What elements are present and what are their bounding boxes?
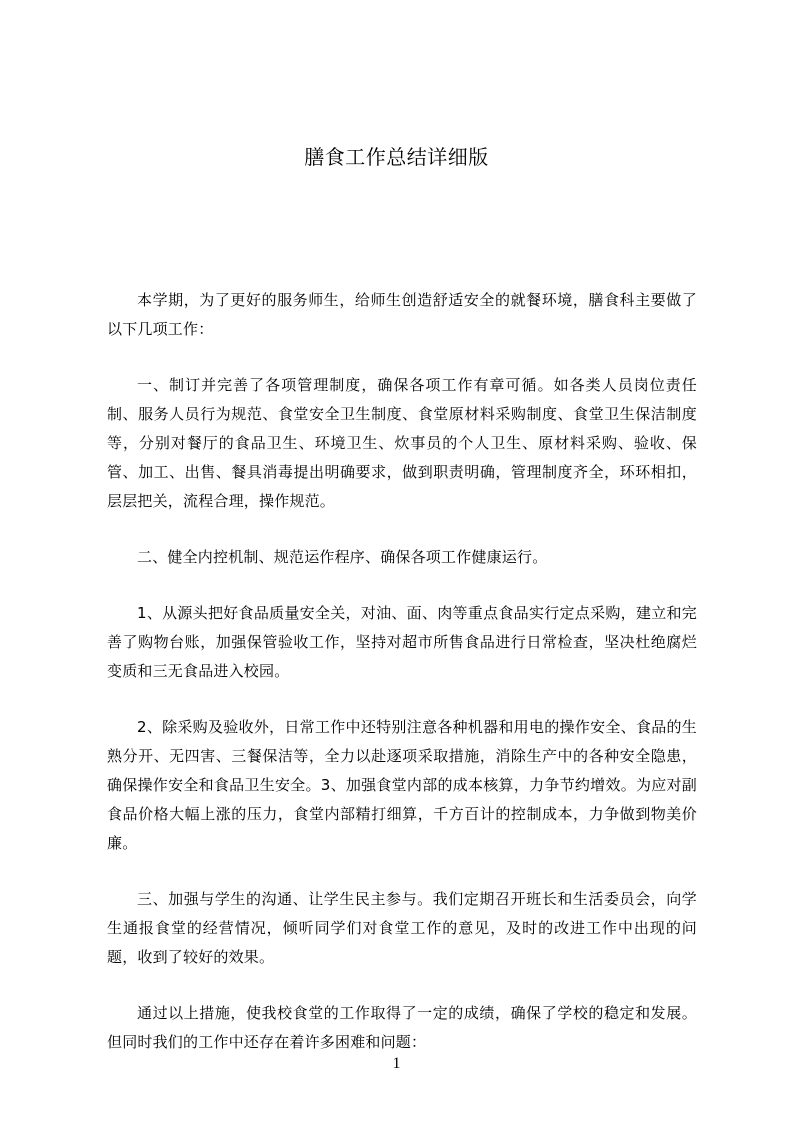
document-title: 膳食工作总结详细版 xyxy=(304,145,489,169)
paragraph-section-3: 三、加强与学生的沟通、让学生民主参与。我们定期召开班长和生活委员会，向学生通报食堂的经营情况，倾听同学们对食堂工作的意见，及时的改进工作中出现的问题，收到了较好的效果。 xyxy=(107,890,697,966)
paragraph-section-2-heading: 二、健全内控机制、规范运作程序、确保各项工作健康运行。 xyxy=(137,548,548,566)
paragraph-item-2-3: 2、除采购及验收外，日常工作中还特别注意各种机器和用电的操作安全、食品的生熟分开、无四害、三餐保洁等，全力以赴逐项采取措施，消除生产中的各种安全隐患，确保操作安全和食品卫生安全。3、加强食堂内部的成本核算，力争节约增效。为应对副食品价格大幅上涨的压力，食堂内部精打细算，千方百计的控制成本，力争做到物美价廉。 xyxy=(107,718,697,852)
document-body xyxy=(107,286,697,1084)
page-number: 1 xyxy=(392,1055,401,1072)
paragraph-section-1: 一、制订并完善了各项管理制度，确保各项工作有章可循。如各类人员岗位责任制、服务人员行为规范、食堂安全卫生制度、食堂原材料采购制度、食堂卫生保洁制度等，分别对餐厅的食品卫生、环境卫生、炊事员的个人卫生、原材料采购、验收、保管、加工、出售、餐具消毒提出明确要求，做到职责明确，管理制度齐全，环环相扣，层层把关，流程合理，操作规范。 xyxy=(107,376,697,510)
paragraph-item-1: 1、从源头把好食品质量安全关，对油、面、肉等重点食品实行定点采购，建立和完善了购物台账，加强保管验收工作，坚持对超市所售食品进行日常检查，坚决杜绝腐烂变质和三无食品进入校园。 xyxy=(107,604,697,680)
paragraph-conclusion: 通过以上措施，使我校食堂的工作取得了一定的成绩，确保了学校的稳定和发展。但同时我们的工作中还存在着许多困难和问题： xyxy=(107,1004,697,1051)
paragraph-intro: 本学期，为了更好的服务师生，给师生创造舒适安全的就餐环境，膳食科主要做了以下几项工作： xyxy=(107,291,697,338)
